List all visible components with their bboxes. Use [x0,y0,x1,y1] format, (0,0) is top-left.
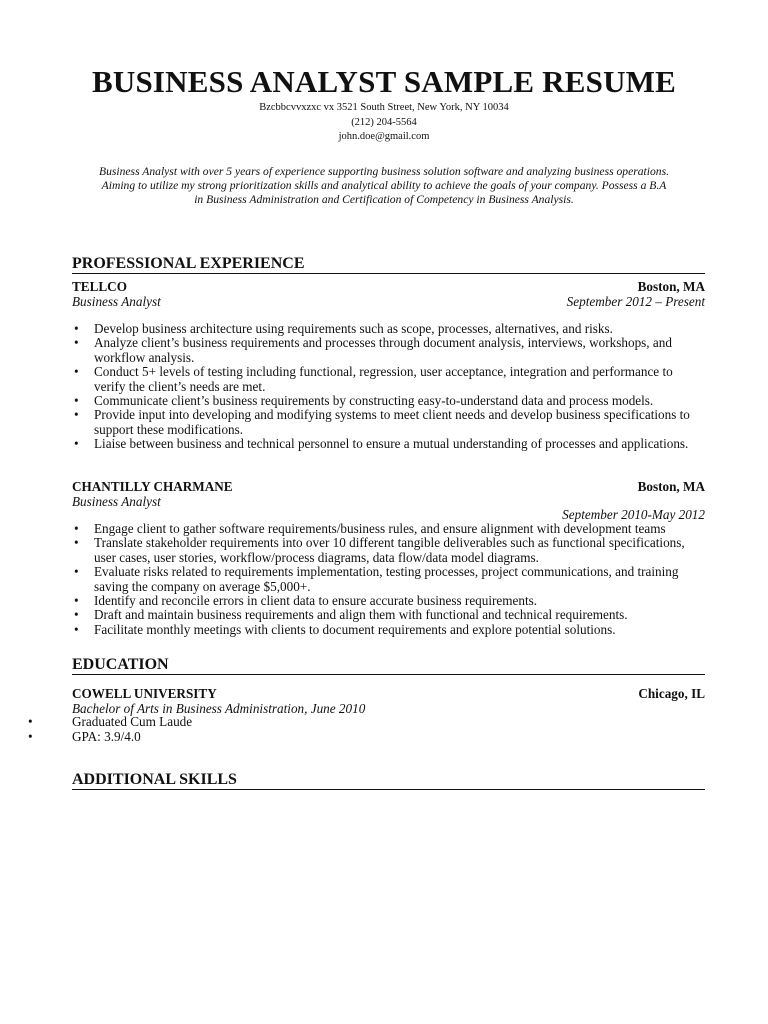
summary-line: in Business Administration and Certification of Competency in Business Analysis. [194,193,574,206]
job-bullets-tellco [72,322,705,452]
list-item: • Liaise between business and technical personnel to ensure a mutual understanding of processes and applications. [72,437,705,451]
job-location: Boston, MA [637,279,705,294]
education-location: Chicago, IL [638,686,705,701]
job-location: Boston, MA [637,479,705,494]
list-item: • Conduct 5+ levels of testing including functional, regression, user acceptance, integration and performance to verify the client’s needs are met. [72,365,705,394]
section-heading-education: EDUCATION [72,655,705,675]
summary-paragraph [70,165,698,207]
list-item: • Translate stakeholder requirements into over 10 different tangible deliverables such as functional specifications, user cases, user stories, workflow/process diagrams, data flow/data model diagrams. [72,536,705,565]
list-item: • Provide input into developing and modifying systems to meet client needs and develop business specifications to support these modifications. [72,408,705,437]
job-dates: September 2010-May 2012 [562,507,705,522]
education-degree: Bachelor of Arts in Business Administration, June 2010 [72,701,366,716]
job-bullets-chantilly [72,522,705,637]
job-dates: September 2012 – Present [566,294,705,309]
contact-email: john.doe@gmail.com [338,131,430,142]
job-role: Business Analyst [72,494,161,509]
list-item: • Communicate client’s business requirements by constructing easy-to-understand data and process models. [72,394,705,408]
section-heading-experience: PROFESSIONAL EXPERIENCE [72,254,705,274]
job-company: TELLCO [72,279,127,294]
summary-line: Business Analyst with over 5 years of experience supporting business solution software and analyzing business operations. [99,165,669,178]
section-heading-skills: ADDITIONAL SKILLS [72,770,705,790]
list-item: • Engage client to gather software requirements/business rules, and ensure alignment with development teams [72,522,705,536]
list-item: • GPA: 3.9/4.0 [22,730,322,745]
list-item: • Identify and reconcile errors in client data to ensure accurate business requirements. [72,594,705,608]
list-item: • Facilitate monthly meetings with clients to document requirements and explore potential solutions. [72,623,705,637]
list-item: • Graduated Cum Laude [22,715,322,730]
education-bullets [22,715,322,744]
contact-address: Bzcbbcvvxzxc vx 3521 South Street, New York, NY 10034 [259,102,509,113]
list-item: • Analyze client’s business requirements and processes through document analysis, interviews, workshops, and workflow analysis. [72,336,705,365]
job-company: CHANTILLY CHARMANE [72,479,233,494]
contact-phone: (212) 204-5564 [351,117,417,128]
list-item: • Draft and maintain business requirements and align them with functional and technical requirements. [72,608,705,622]
resume-title: BUSINESS ANALYST SAMPLE RESUME [92,64,676,99]
list-item: • Develop business architecture using requirements such as scope, processes, alternatives, and risks. [72,322,705,336]
education-school: COWELL UNIVERSITY [72,686,217,701]
list-item: • Evaluate risks related to requirements implementation, testing processes, project communications, and training saving the company on average $5,000+. [72,565,705,594]
summary-line: Aiming to utilize my strong prioritization skills and analytical ability to achieve the goals of your company. Possess a B.A [101,179,667,192]
job-role: Business Analyst [72,294,161,309]
